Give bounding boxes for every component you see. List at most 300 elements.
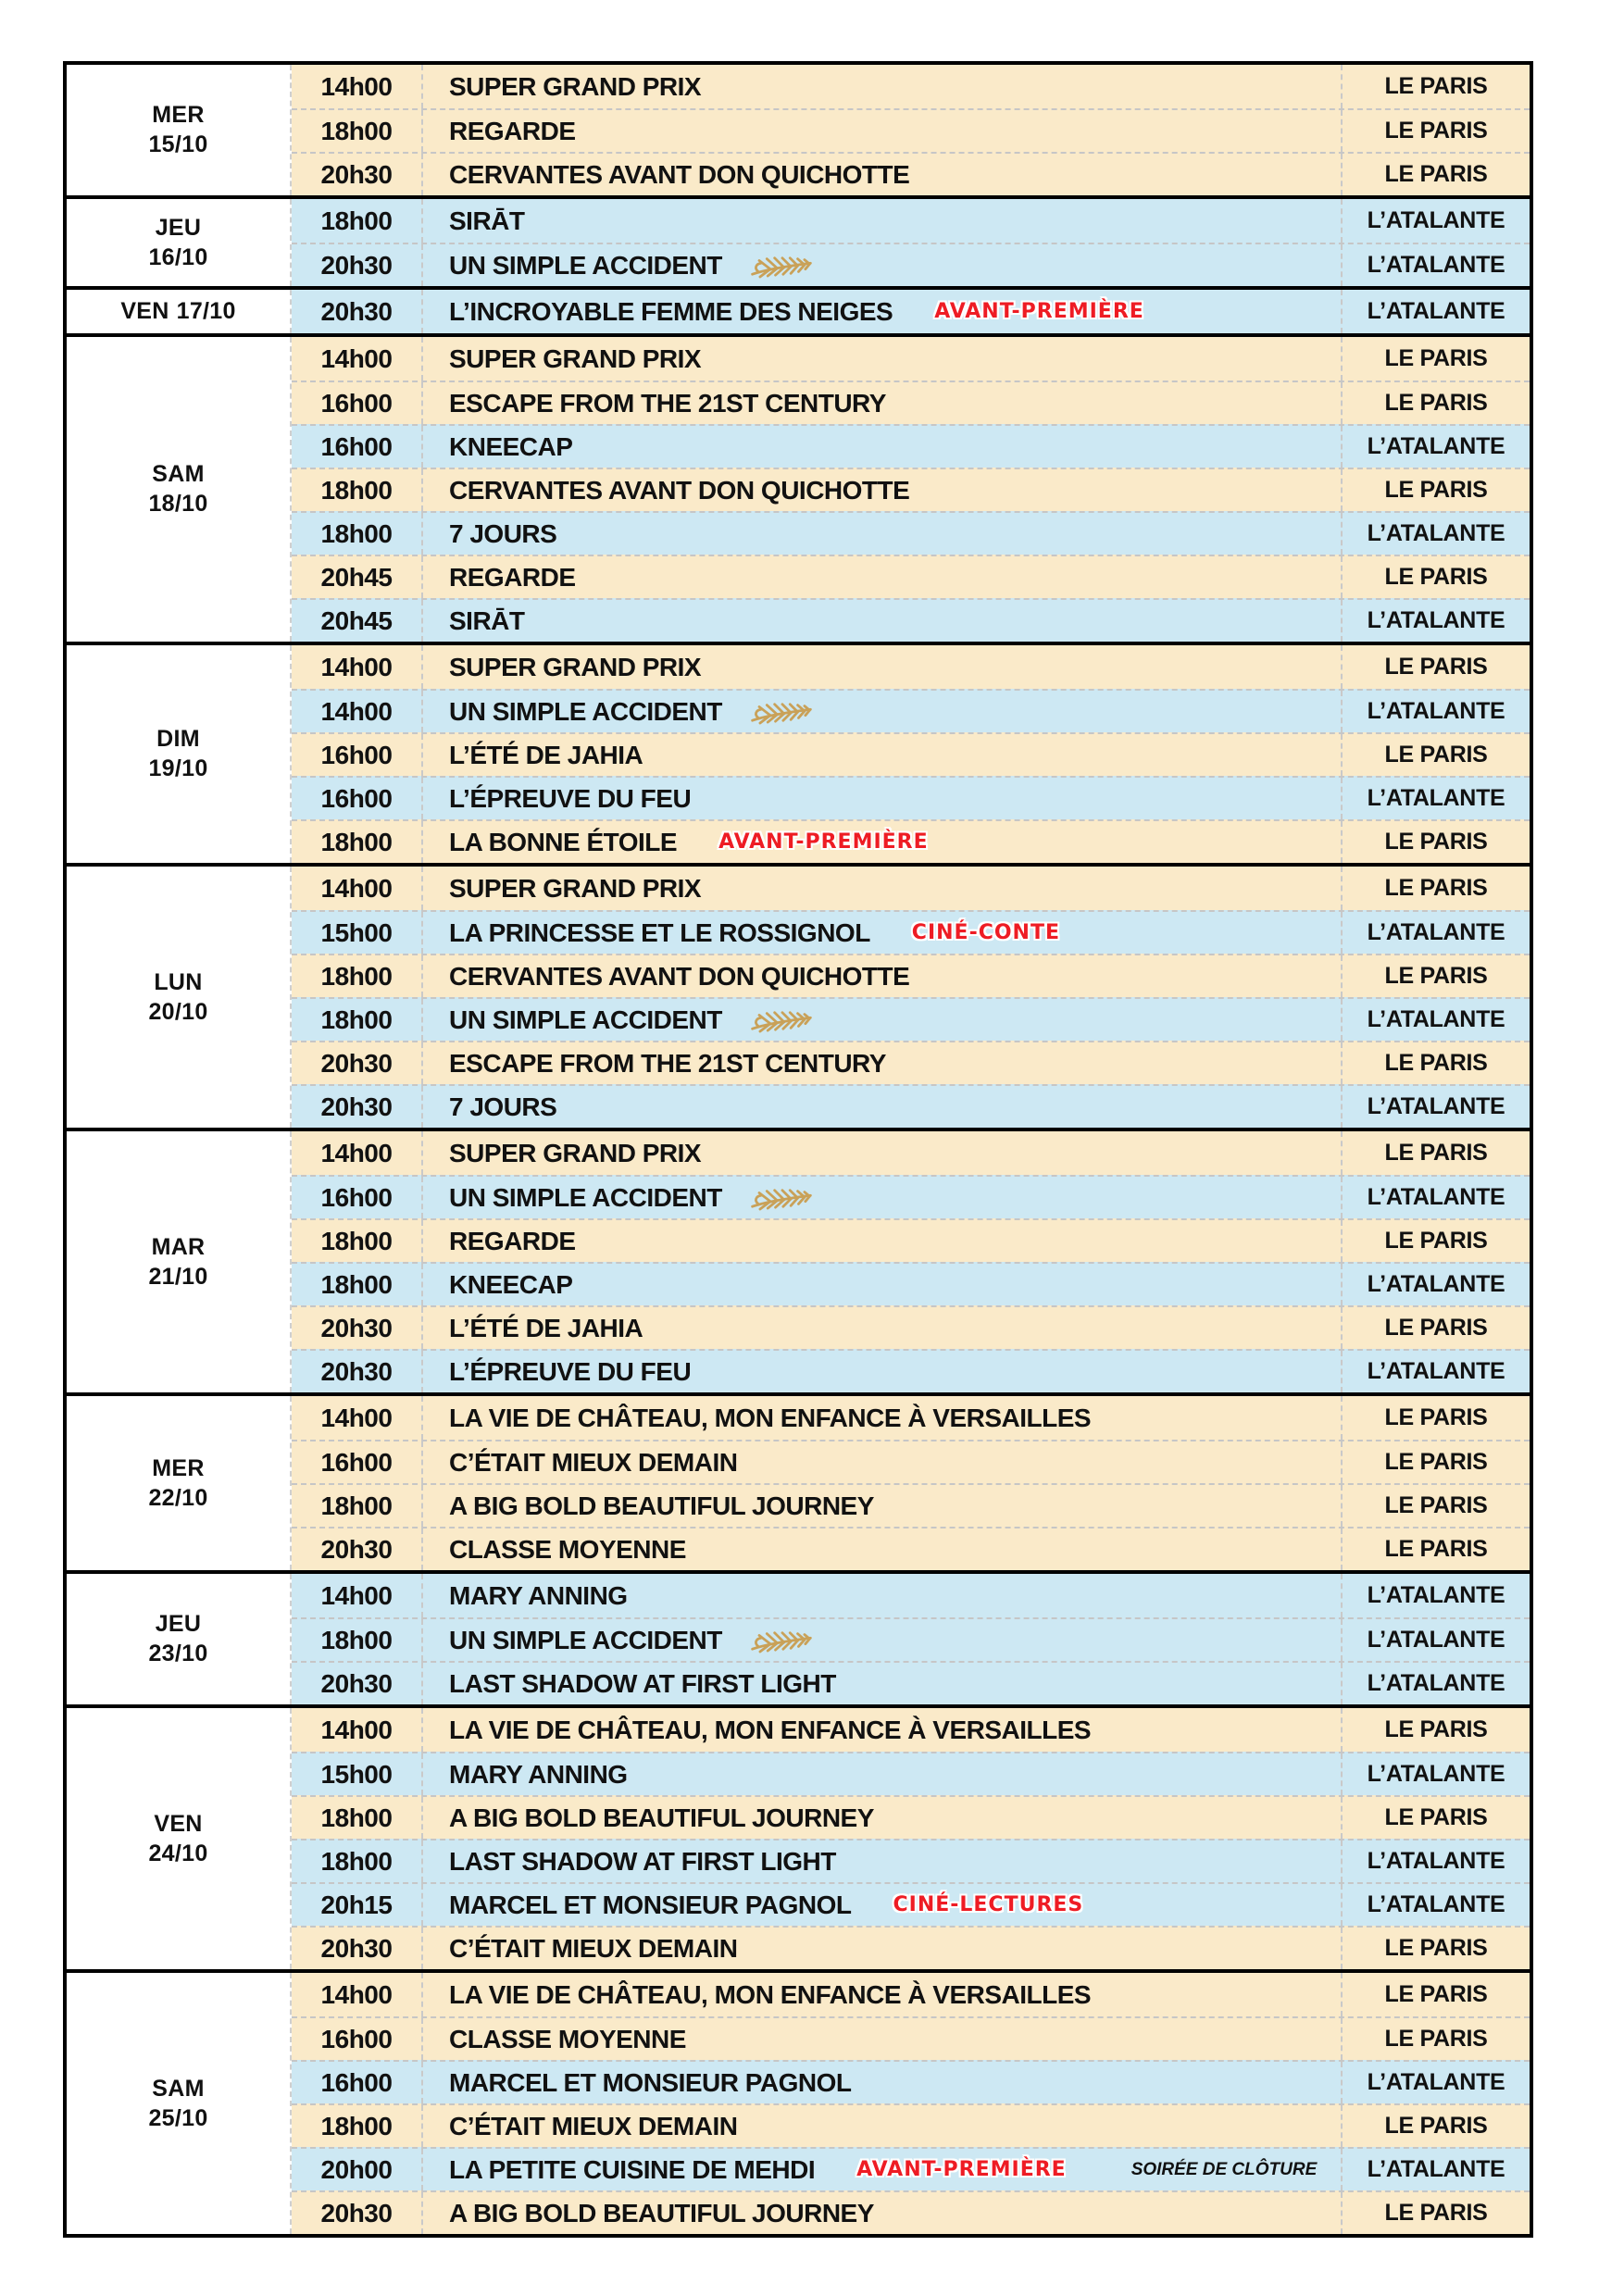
venue-name: LE PARIS xyxy=(1341,2105,1530,2147)
date-cell xyxy=(67,1396,292,1570)
screening-row xyxy=(292,1131,1530,1175)
title-cell xyxy=(421,290,1341,333)
screening-time: 18h00 xyxy=(320,1625,393,1654)
film-title: LA PETITE CUISINE DE MEHDI xyxy=(449,2154,816,2184)
screening-row xyxy=(292,1973,1530,2016)
venue-name: L’ATALANTE xyxy=(1341,244,1530,286)
day-date: 18/10 xyxy=(148,491,208,517)
title-cell xyxy=(421,1973,1341,2016)
day-date: 20/10 xyxy=(148,998,208,1025)
screening-time: 15h00 xyxy=(320,917,393,947)
venue-name: LE PARIS xyxy=(1341,955,1530,997)
venue-name: LE PARIS xyxy=(1341,821,1530,863)
film-title: MARY ANNING xyxy=(449,1759,628,1789)
day-label: LUN xyxy=(154,968,203,995)
day-block xyxy=(67,863,1530,1128)
day-label: SAM xyxy=(152,461,205,487)
film-title: CERVANTES AVANT DON QUICHOTTE xyxy=(449,475,910,505)
event-tag: AVANT-PREMIÈRE xyxy=(856,2158,1067,2181)
venue-name: L’ATALANTE xyxy=(1341,2149,1530,2190)
film-title: MARCEL ET MONSIEUR PAGNOL xyxy=(449,1890,852,1919)
screening-row xyxy=(292,819,1530,863)
title-cell xyxy=(421,2105,1341,2147)
venue-name: L’ATALANTE xyxy=(1341,600,1530,642)
date-cell xyxy=(67,1708,292,1969)
title-cell xyxy=(421,1485,1341,1527)
day-date: 22/10 xyxy=(148,1484,208,1511)
title-cell xyxy=(421,1753,1341,1795)
screening-time: 18h00 xyxy=(320,1226,393,1255)
screening-time: 14h00 xyxy=(320,1979,393,2009)
screening-row xyxy=(292,1041,1530,1084)
venue-name: L’ATALANTE xyxy=(1341,691,1530,732)
screening-row xyxy=(292,337,1530,381)
title-cell xyxy=(421,1264,1341,1305)
title-cell xyxy=(421,2149,1341,2190)
day-label: DIM xyxy=(156,726,200,752)
title-cell xyxy=(421,1619,1341,1661)
screening-row xyxy=(292,1084,1530,1128)
screening-row xyxy=(292,1175,1530,1218)
screening-row xyxy=(292,1661,1530,1704)
venue-name: LE PARIS xyxy=(1341,556,1530,598)
screening-time: 14h00 xyxy=(320,696,393,726)
day-block xyxy=(67,195,1530,286)
title-cell xyxy=(421,821,1341,863)
film-title: SUPER GRAND PRIX xyxy=(449,71,702,101)
venue-name: L’ATALANTE xyxy=(1341,1884,1530,1926)
film-title: SIRĀT xyxy=(449,605,525,635)
day-rows xyxy=(292,1973,1530,2234)
screening-time: 20h30 xyxy=(320,1534,393,1564)
screening-time: 20h45 xyxy=(320,562,393,592)
venue-name: LE PARIS xyxy=(1341,734,1530,776)
screening-time: 18h00 xyxy=(320,827,393,856)
screening-row xyxy=(292,867,1530,910)
title-cell xyxy=(421,1708,1341,1752)
title-cell xyxy=(421,110,1341,152)
screening-row xyxy=(292,2060,1530,2103)
day-block xyxy=(67,1570,1530,1704)
screening-time: 16h00 xyxy=(320,783,393,813)
screening-time: 18h00 xyxy=(320,518,393,548)
title-cell xyxy=(421,199,1341,243)
film-title: UN SIMPLE ACCIDENT xyxy=(449,1004,722,1034)
screening-row xyxy=(292,243,1530,286)
screening-row xyxy=(292,108,1530,152)
venue-name: LE PARIS xyxy=(1341,1529,1530,1570)
venue-name: L’ATALANTE xyxy=(1341,778,1530,819)
venue-name: L’ATALANTE xyxy=(1341,199,1530,243)
film-title: SUPER GRAND PRIX xyxy=(449,652,702,681)
screening-row xyxy=(292,1218,1530,1262)
screening-time: 20h30 xyxy=(320,1048,393,1078)
screening-row xyxy=(292,689,1530,732)
title-cell xyxy=(421,1042,1341,1084)
venue-name: L’ATALANTE xyxy=(1341,426,1530,468)
day-label: JEU xyxy=(155,1611,202,1637)
screening-row xyxy=(292,732,1530,776)
venue-name: LE PARIS xyxy=(1341,110,1530,152)
date-cell xyxy=(67,65,292,195)
title-cell xyxy=(421,426,1341,468)
screening-time: 18h00 xyxy=(320,1803,393,1832)
screening-row xyxy=(292,1396,1530,1440)
venue-name: L’ATALANTE xyxy=(1341,1177,1530,1218)
venue-name: LE PARIS xyxy=(1341,1973,1530,2016)
venue-name: LE PARIS xyxy=(1341,154,1530,195)
screening-row xyxy=(292,954,1530,997)
title-cell xyxy=(421,1351,1341,1392)
venue-name: LE PARIS xyxy=(1341,1928,1530,1969)
venue-name: LE PARIS xyxy=(1341,1307,1530,1349)
title-cell xyxy=(421,645,1341,689)
screening-row xyxy=(292,1708,1530,1752)
title-cell xyxy=(421,734,1341,776)
venue-name: LE PARIS xyxy=(1341,1797,1530,1839)
screening-row xyxy=(292,2016,1530,2060)
screening-row xyxy=(292,910,1530,954)
screening-time: 20h15 xyxy=(320,1890,393,1919)
film-title: CERVANTES AVANT DON QUICHOTTE xyxy=(449,159,910,189)
title-cell xyxy=(421,2192,1341,2234)
film-title: C’ÉTAIT MIEUX DEMAIN xyxy=(449,2111,738,2140)
film-title: KNEECAP xyxy=(449,1269,573,1299)
palme-dor-icon xyxy=(748,699,815,725)
screening-row xyxy=(292,1617,1530,1661)
day-rows xyxy=(292,337,1530,642)
film-title: A BIG BOLD BEAUTIFUL JOURNEY xyxy=(449,2198,874,2227)
title-cell xyxy=(421,1441,1341,1483)
date-cell xyxy=(67,645,292,863)
title-cell xyxy=(421,999,1341,1041)
title-cell xyxy=(421,1177,1341,1218)
title-cell xyxy=(421,65,1341,108)
screening-row xyxy=(292,152,1530,195)
title-cell xyxy=(421,1574,1341,1617)
screening-time: 20h45 xyxy=(320,605,393,635)
venue-name: LE PARIS xyxy=(1341,1042,1530,1084)
schedule-table xyxy=(63,61,1533,2238)
film-title: LA BONNE ÉTOILE xyxy=(449,827,678,856)
venue-name: LE PARIS xyxy=(1341,1396,1530,1440)
screening-row xyxy=(292,65,1530,108)
screening-time: 16h00 xyxy=(320,2024,393,2053)
screening-row xyxy=(292,1795,1530,1839)
venue-name: L’ATALANTE xyxy=(1341,1574,1530,1617)
screening-time: 20h30 xyxy=(320,1092,393,1121)
day-rows xyxy=(292,1574,1530,1704)
title-cell xyxy=(421,1928,1341,1969)
venue-name: LE PARIS xyxy=(1341,469,1530,511)
title-cell xyxy=(421,1529,1341,1570)
film-title: 7 JOURS xyxy=(449,1092,557,1121)
title-cell xyxy=(421,513,1341,555)
title-cell xyxy=(421,1086,1341,1128)
film-title: C’ÉTAIT MIEUX DEMAIN xyxy=(449,1933,738,1963)
screening-row xyxy=(292,1262,1530,1305)
day-rows xyxy=(292,1708,1530,1969)
film-title: CLASSE MOYENNE xyxy=(449,2024,686,2053)
day-label: SAM xyxy=(152,2075,205,2102)
event-tag: AVANT-PREMIÈRE xyxy=(718,830,929,854)
day-block xyxy=(67,1392,1530,1570)
date-cell xyxy=(67,1131,292,1392)
screening-time: 16h00 xyxy=(320,388,393,418)
screening-row xyxy=(292,2190,1530,2234)
day-date: 21/10 xyxy=(148,1263,208,1290)
venue-name: L’ATALANTE xyxy=(1341,912,1530,954)
title-cell xyxy=(421,778,1341,819)
film-title: L’ÉTÉ DE JAHIA xyxy=(449,740,643,769)
venue-name: LE PARIS xyxy=(1341,2018,1530,2060)
palme-dor-icon xyxy=(748,253,815,279)
day-block xyxy=(67,65,1530,195)
film-title: CERVANTES AVANT DON QUICHOTTE xyxy=(449,961,910,991)
screening-row xyxy=(292,381,1530,424)
day-rows xyxy=(292,290,1530,333)
palme-dor-icon xyxy=(748,1628,815,1653)
screening-time: 20h30 xyxy=(320,1933,393,1963)
title-cell xyxy=(421,1797,1341,1839)
screening-time: 18h00 xyxy=(320,1004,393,1034)
title-cell xyxy=(421,1396,1341,1440)
palme-dor-icon xyxy=(748,1628,815,1653)
day-block xyxy=(67,1969,1530,2234)
screening-row xyxy=(292,555,1530,598)
day-label: MER xyxy=(152,1454,205,1481)
screening-row xyxy=(292,1349,1530,1392)
screening-time: 20h30 xyxy=(320,1356,393,1386)
screening-time: 15h00 xyxy=(320,1759,393,1789)
title-cell xyxy=(421,556,1341,598)
venue-name: L’ATALANTE xyxy=(1341,999,1530,1041)
screening-time: 14h00 xyxy=(320,71,393,101)
film-title: LAST SHADOW AT FIRST LIGHT xyxy=(449,1846,836,1876)
screening-row xyxy=(292,1527,1530,1570)
screening-time: 18h00 xyxy=(320,2111,393,2140)
screening-row xyxy=(292,2147,1530,2190)
palme-dor-icon xyxy=(748,1007,815,1033)
film-title: LA PRINCESSE ET LE ROSSIGNOL xyxy=(449,917,870,947)
screening-time: 16h00 xyxy=(320,431,393,461)
venue-name: LE PARIS xyxy=(1341,337,1530,381)
venue-name: L’ATALANTE xyxy=(1341,290,1530,333)
screening-row xyxy=(292,2103,1530,2147)
title-cell xyxy=(421,1307,1341,1349)
date-cell xyxy=(67,1574,292,1704)
film-title: UN SIMPLE ACCIDENT xyxy=(449,1625,722,1654)
day-rows xyxy=(292,1131,1530,1392)
day-label: JEU xyxy=(155,214,202,241)
date-cell xyxy=(67,337,292,642)
date-cell xyxy=(67,199,292,286)
screening-time: 18h00 xyxy=(320,1491,393,1520)
event-note: SOIRÉE DE CLÔTURE xyxy=(1131,2159,1318,2179)
day-label: MER xyxy=(152,102,205,128)
date-cell xyxy=(67,1973,292,2234)
day-date: 25/10 xyxy=(148,2104,208,2131)
day-date: 16/10 xyxy=(148,243,208,270)
film-title: REGARDE xyxy=(449,1226,576,1255)
venue-name: L’ATALANTE xyxy=(1341,1753,1530,1795)
title-cell xyxy=(421,912,1341,954)
film-title: SUPER GRAND PRIX xyxy=(449,1138,702,1167)
event-tag: CINÉ-LECTURES xyxy=(893,1893,1084,1916)
day-date: 19/10 xyxy=(148,755,208,781)
venue-name: L’ATALANTE xyxy=(1341,1086,1530,1128)
film-title: ESCAPE FROM THE 21ST CENTURY xyxy=(449,1048,886,1078)
screening-row xyxy=(292,1839,1530,1882)
film-title: L’ÉTÉ DE JAHIA xyxy=(449,1313,643,1342)
screening-time: 20h30 xyxy=(320,1313,393,1342)
venue-name: L’ATALANTE xyxy=(1341,513,1530,555)
palme-dor-icon xyxy=(748,1185,815,1211)
film-title: UN SIMPLE ACCIDENT xyxy=(449,250,722,280)
date-cell xyxy=(67,867,292,1128)
film-title: REGARDE xyxy=(449,116,576,145)
venue-name: LE PARIS xyxy=(1341,65,1530,108)
film-title: L’ÉPREUVE DU FEU xyxy=(449,783,692,813)
screening-row xyxy=(292,199,1530,243)
film-title: SUPER GRAND PRIX xyxy=(449,873,702,903)
screening-time: 20h30 xyxy=(320,159,393,189)
film-title: LA VIE DE CHÂTEAU, MON ENFANCE À VERSAILLES xyxy=(449,1979,1092,2009)
film-title: 7 JOURS xyxy=(449,518,557,548)
screening-time: 16h00 xyxy=(320,740,393,769)
venue-name: L’ATALANTE xyxy=(1341,1264,1530,1305)
title-cell xyxy=(421,154,1341,195)
film-title: A BIG BOLD BEAUTIFUL JOURNEY xyxy=(449,1803,874,1832)
screening-time: 14h00 xyxy=(320,1715,393,1744)
screening-time: 14h00 xyxy=(320,1138,393,1167)
screening-time: 14h00 xyxy=(320,1403,393,1432)
day-block xyxy=(67,642,1530,863)
film-title: REGARDE xyxy=(449,562,576,592)
title-cell xyxy=(421,1884,1341,1926)
screening-time: 18h00 xyxy=(320,1269,393,1299)
screening-row xyxy=(292,645,1530,689)
title-cell xyxy=(421,1131,1341,1175)
screening-time: 20h30 xyxy=(320,250,393,280)
film-title: MARY ANNING xyxy=(449,1580,628,1610)
film-title: LAST SHADOW AT FIRST LIGHT xyxy=(449,1668,836,1698)
venue-name: L’ATALANTE xyxy=(1341,2062,1530,2103)
title-cell xyxy=(421,244,1341,286)
film-title: SIRĀT xyxy=(449,206,525,235)
title-cell xyxy=(421,337,1341,381)
day-block xyxy=(67,1704,1530,1969)
film-title: KNEECAP xyxy=(449,431,573,461)
screening-time: 20h30 xyxy=(320,1668,393,1698)
screening-row xyxy=(292,468,1530,511)
venue-name: LE PARIS xyxy=(1341,1485,1530,1527)
screening-time: 14h00 xyxy=(320,343,393,373)
title-cell xyxy=(421,2062,1341,2103)
film-title: UN SIMPLE ACCIDENT xyxy=(449,1182,722,1212)
screening-row xyxy=(292,776,1530,819)
title-cell xyxy=(421,1841,1341,1882)
day-date: 24/10 xyxy=(148,1840,208,1866)
screening-time: 18h00 xyxy=(320,206,393,235)
day-block xyxy=(67,1128,1530,1392)
title-cell xyxy=(421,1220,1341,1262)
venue-name: LE PARIS xyxy=(1341,867,1530,910)
event-tag: AVANT-PREMIÈRE xyxy=(934,300,1144,323)
title-cell xyxy=(421,600,1341,642)
screening-time: 14h00 xyxy=(320,873,393,903)
day-label: VEN xyxy=(154,1810,203,1837)
film-title: LA VIE DE CHÂTEAU, MON ENFANCE À VERSAILLES xyxy=(449,1403,1092,1432)
film-title: ESCAPE FROM THE 21ST CENTURY xyxy=(449,388,886,418)
day-rows xyxy=(292,867,1530,1128)
screening-time: 14h00 xyxy=(320,1580,393,1610)
screening-time: 16h00 xyxy=(320,1182,393,1212)
day-rows xyxy=(292,199,1530,286)
venue-name: LE PARIS xyxy=(1341,645,1530,689)
day-block xyxy=(67,286,1530,333)
film-title: L’INCROYABLE FEMME DES NEIGES xyxy=(449,296,893,326)
title-cell xyxy=(421,382,1341,424)
day-label: MAR xyxy=(151,1233,206,1260)
screening-row xyxy=(292,1926,1530,1969)
title-cell xyxy=(421,691,1341,732)
venue-name: LE PARIS xyxy=(1341,1708,1530,1752)
title-cell xyxy=(421,955,1341,997)
screening-row xyxy=(292,598,1530,642)
day-date: 15/10 xyxy=(148,131,208,157)
title-cell xyxy=(421,867,1341,910)
screening-row xyxy=(292,1483,1530,1527)
film-title: SUPER GRAND PRIX xyxy=(449,343,702,373)
day-label: VEN xyxy=(120,298,169,324)
title-cell xyxy=(421,2018,1341,2060)
screening-time: 18h00 xyxy=(320,1846,393,1876)
screening-row xyxy=(292,511,1530,555)
venue-name: LE PARIS xyxy=(1341,1131,1530,1175)
date-cell xyxy=(67,290,292,333)
day-date: 23/10 xyxy=(148,1641,208,1666)
film-title: A BIG BOLD BEAUTIFUL JOURNEY xyxy=(449,1491,874,1520)
day-rows xyxy=(292,65,1530,195)
venue-name: LE PARIS xyxy=(1341,1441,1530,1483)
screening-row xyxy=(292,1752,1530,1795)
day-rows xyxy=(292,645,1530,863)
screening-row xyxy=(292,997,1530,1041)
title-cell xyxy=(421,469,1341,511)
venue-name: L’ATALANTE xyxy=(1341,1841,1530,1882)
screening-time: 18h00 xyxy=(320,475,393,505)
title-cell xyxy=(421,1663,1341,1704)
film-title: CLASSE MOYENNE xyxy=(449,1534,686,1564)
palme-dor-icon xyxy=(748,699,815,725)
screening-row xyxy=(292,290,1530,333)
screening-time: 16h00 xyxy=(320,1447,393,1477)
palme-dor-icon xyxy=(748,1007,815,1033)
film-title: L’ÉPREUVE DU FEU xyxy=(449,1356,692,1386)
screening-time: 20h00 xyxy=(320,2154,393,2184)
film-title: LA VIE DE CHÂTEAU, MON ENFANCE À VERSAILLES xyxy=(449,1715,1092,1744)
screening-row xyxy=(292,1882,1530,1926)
screening-time: 14h00 xyxy=(320,652,393,681)
film-title: UN SIMPLE ACCIDENT xyxy=(449,696,722,726)
screening-row xyxy=(292,1574,1530,1617)
screening-time: 18h00 xyxy=(320,116,393,145)
palme-dor-icon xyxy=(748,253,815,279)
screening-time: 20h30 xyxy=(320,296,393,326)
film-title: C’ÉTAIT MIEUX DEMAIN xyxy=(449,1447,738,1477)
venue-name: LE PARIS xyxy=(1341,382,1530,424)
